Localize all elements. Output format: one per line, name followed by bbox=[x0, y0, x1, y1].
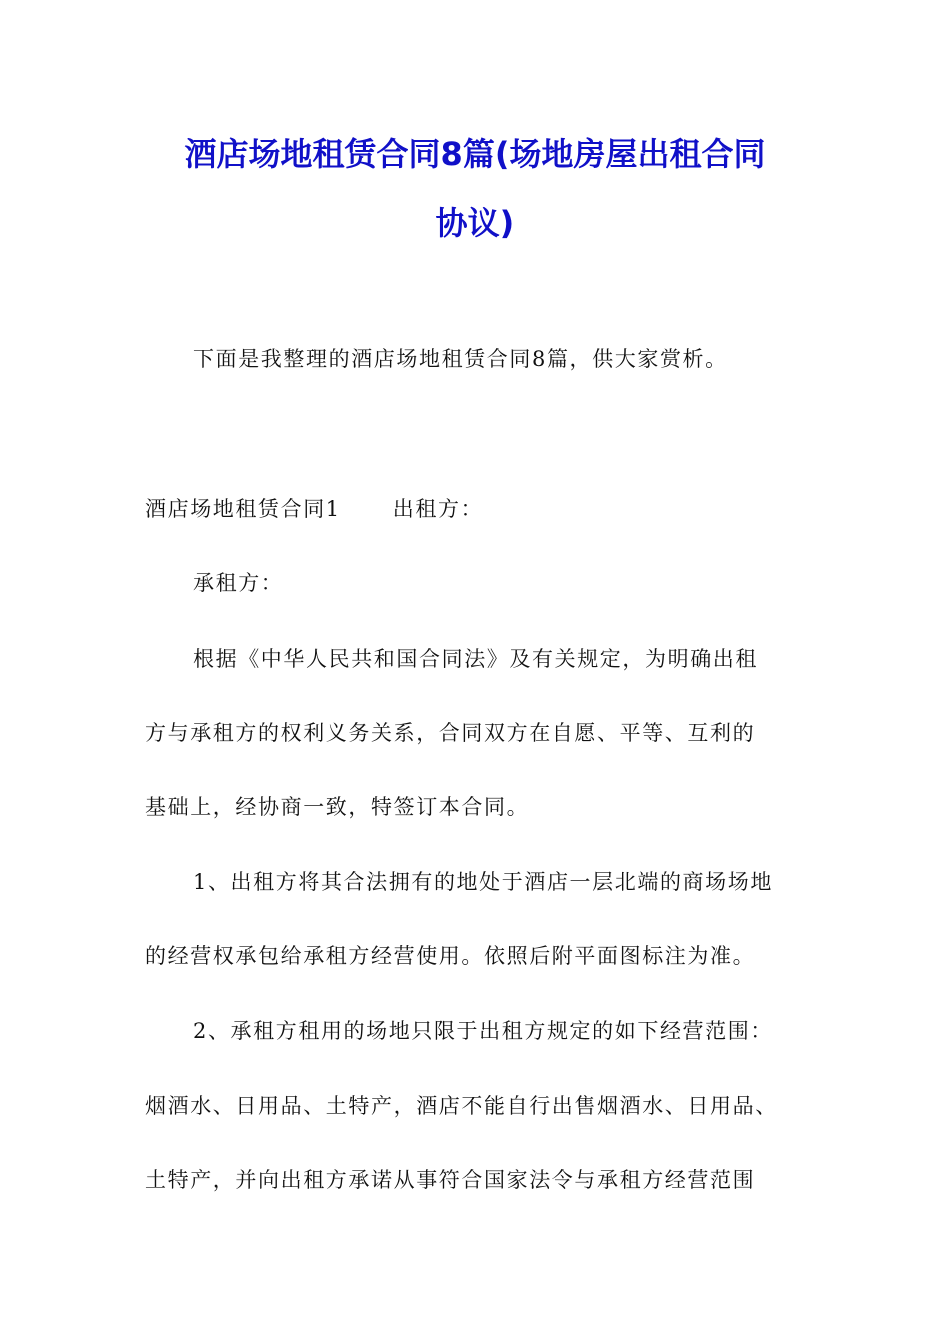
document-title-line-2: 协议) bbox=[435, 204, 515, 242]
lessor-label: 出租方： bbox=[392, 497, 484, 521]
clause-2-line-2: 烟酒水、日用品、土特产，酒店不能自行出售烟酒水、日用品、 bbox=[145, 1094, 778, 1118]
basis-paragraph-line-2: 方与承租方的权利义务关系，合同双方在自愿、平等、互利的 bbox=[145, 721, 756, 745]
basis-paragraph-line-3: 基础上，经协商一致，特签订本合同。 bbox=[145, 795, 530, 819]
intro-paragraph: 下面是我整理的酒店场地租赁合同8篇，供大家赏析。 bbox=[193, 347, 728, 371]
section-1-heading-line bbox=[145, 494, 483, 524]
clause-1-line-2: 的经营权承包给承租方经营使用。依照后附平面图标注为准。 bbox=[145, 944, 756, 968]
lessee-label: 承租方： bbox=[193, 571, 284, 595]
document-title-line-1: 酒店场地租赁合同8篇(场地房屋出租合同 bbox=[184, 135, 766, 173]
section-1-heading: 酒店场地租赁合同1 bbox=[145, 497, 341, 521]
basis-paragraph-line-1: 根据《中华人民共和国合同法》及有关规定，为明确出租 bbox=[193, 647, 758, 671]
clause-1-line-1: 1、出租方将其合法拥有的地处于酒店一层北端的商场场地 bbox=[193, 870, 773, 894]
clause-2-line-1: 2、承租方租用的场地只限于出租方规定的如下经营范围： bbox=[193, 1019, 773, 1043]
clause-2-line-3: 土特产，并向出租方承诺从事符合国家法令与承租方经营范围 bbox=[145, 1168, 756, 1192]
